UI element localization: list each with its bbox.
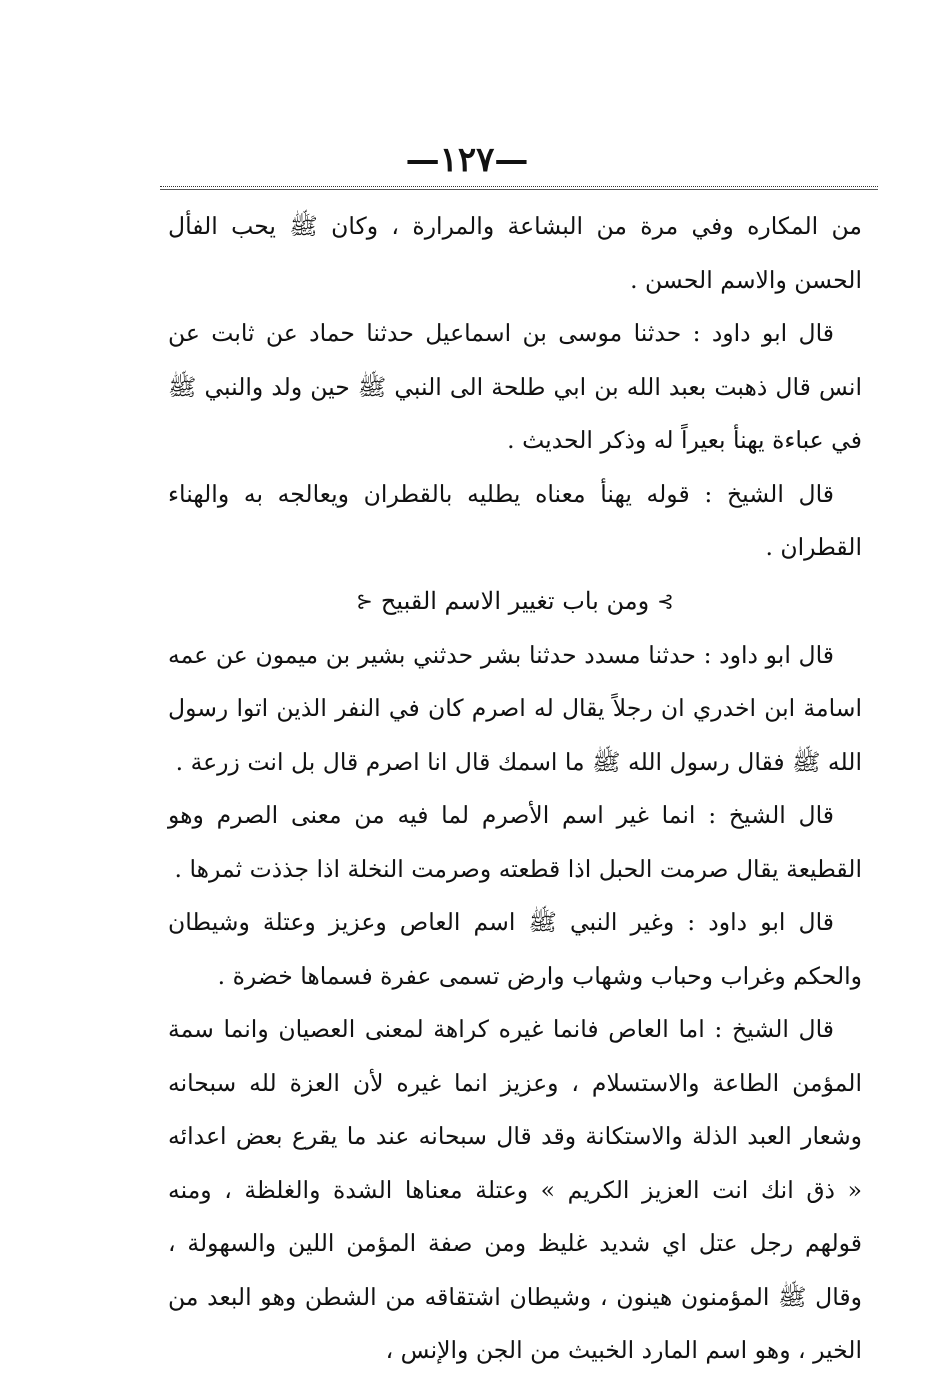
section-heading-title: ومن باب تغيير الاسم القبيح	[380, 586, 650, 615]
header-rule	[160, 186, 878, 187]
paragraph-commentary-names: قال الشيخ : اما العاص فانما غيره كراهة لمعنى العصيان وانما سمة المؤمن الطاعة والاستسلام ، وعزيز انما غيره لأن العزة لله سبحانه وشعار العبد الذلة والاستكانة وقد قال سبحانه عند ما يقرع بعض اعدائه « ذق انك انت العزيز الكريم » وعتلة معناها الشدة والغلظة ، ومنه قولهم رجل عتل اي شديد غليظ ومن صفة المؤمن اللين والسهولة ، وقال ﷺ المؤمنون هينون ، وشيطان اشتقاقه من الشطن وهو البعد من الخير ، وهو اسم المارد الخبيث من الجن والإنس ،	[168, 1015, 862, 1365]
paragraph-continuation: من المكاره وفي مرة من البشاعة والمرارة ، وكان ﷺ يحب الفأل الحسن والاسم الحسن .	[168, 212, 862, 294]
paragraph-commentary-yahna: قال الشيخ : قوله يهنأ معناه يطليه بالقطران ويعالجه به والهناء القطران .	[168, 479, 862, 561]
ornament-left-icon: ⊰	[356, 589, 373, 614]
ornament-right-icon: ⊱	[657, 589, 674, 614]
paragraph-commentary-asram: قال الشيخ : انما غير اسم الأصرم لما فيه من معنى الصرم وهو القطيعة يقال صرمت الحبل اذا قطعته وصرمت النخلة اذا جذذت ثمرها .	[168, 801, 862, 883]
section-heading	[168, 575, 862, 629]
header-rule-solid	[160, 189, 878, 190]
body-text	[168, 200, 862, 1378]
paragraph-hadith-anas: قال ابو داود : حدثنا موسى بن اسماعيل حدثنا حماد عن ثابت عن انس قال ذهبت بعبد الله بن ابي طلحة الى النبي ﷺ حين ولد والنبي ﷺ في عباءة يهنأ بعيراً له وذكر الحديث .	[168, 319, 862, 454]
page-number: —١٢٧—	[405, 140, 529, 180]
paragraph-hadith-asram: قال ابو داود : حدثنا مسدد حدثنا بشر حدثني بشير بن ميمون عن عمه اسامة ابن اخدري ان رجلاً يقال له اصرم كان في النفر الذين اتوا رسول الله ﷺ فقال رسول الله ﷺ ما اسمك قال انا اصرم قال بل انت زرعة .	[168, 640, 862, 776]
paragraph-hadith-changed-names: قال ابو داود : وغير النبي ﷺ اسم العاص وعزيز وعتلة وشيطان والحكم وغراب وحباب وشهاب وارض تسمى عفرة فسماها خضرة .	[168, 908, 862, 990]
